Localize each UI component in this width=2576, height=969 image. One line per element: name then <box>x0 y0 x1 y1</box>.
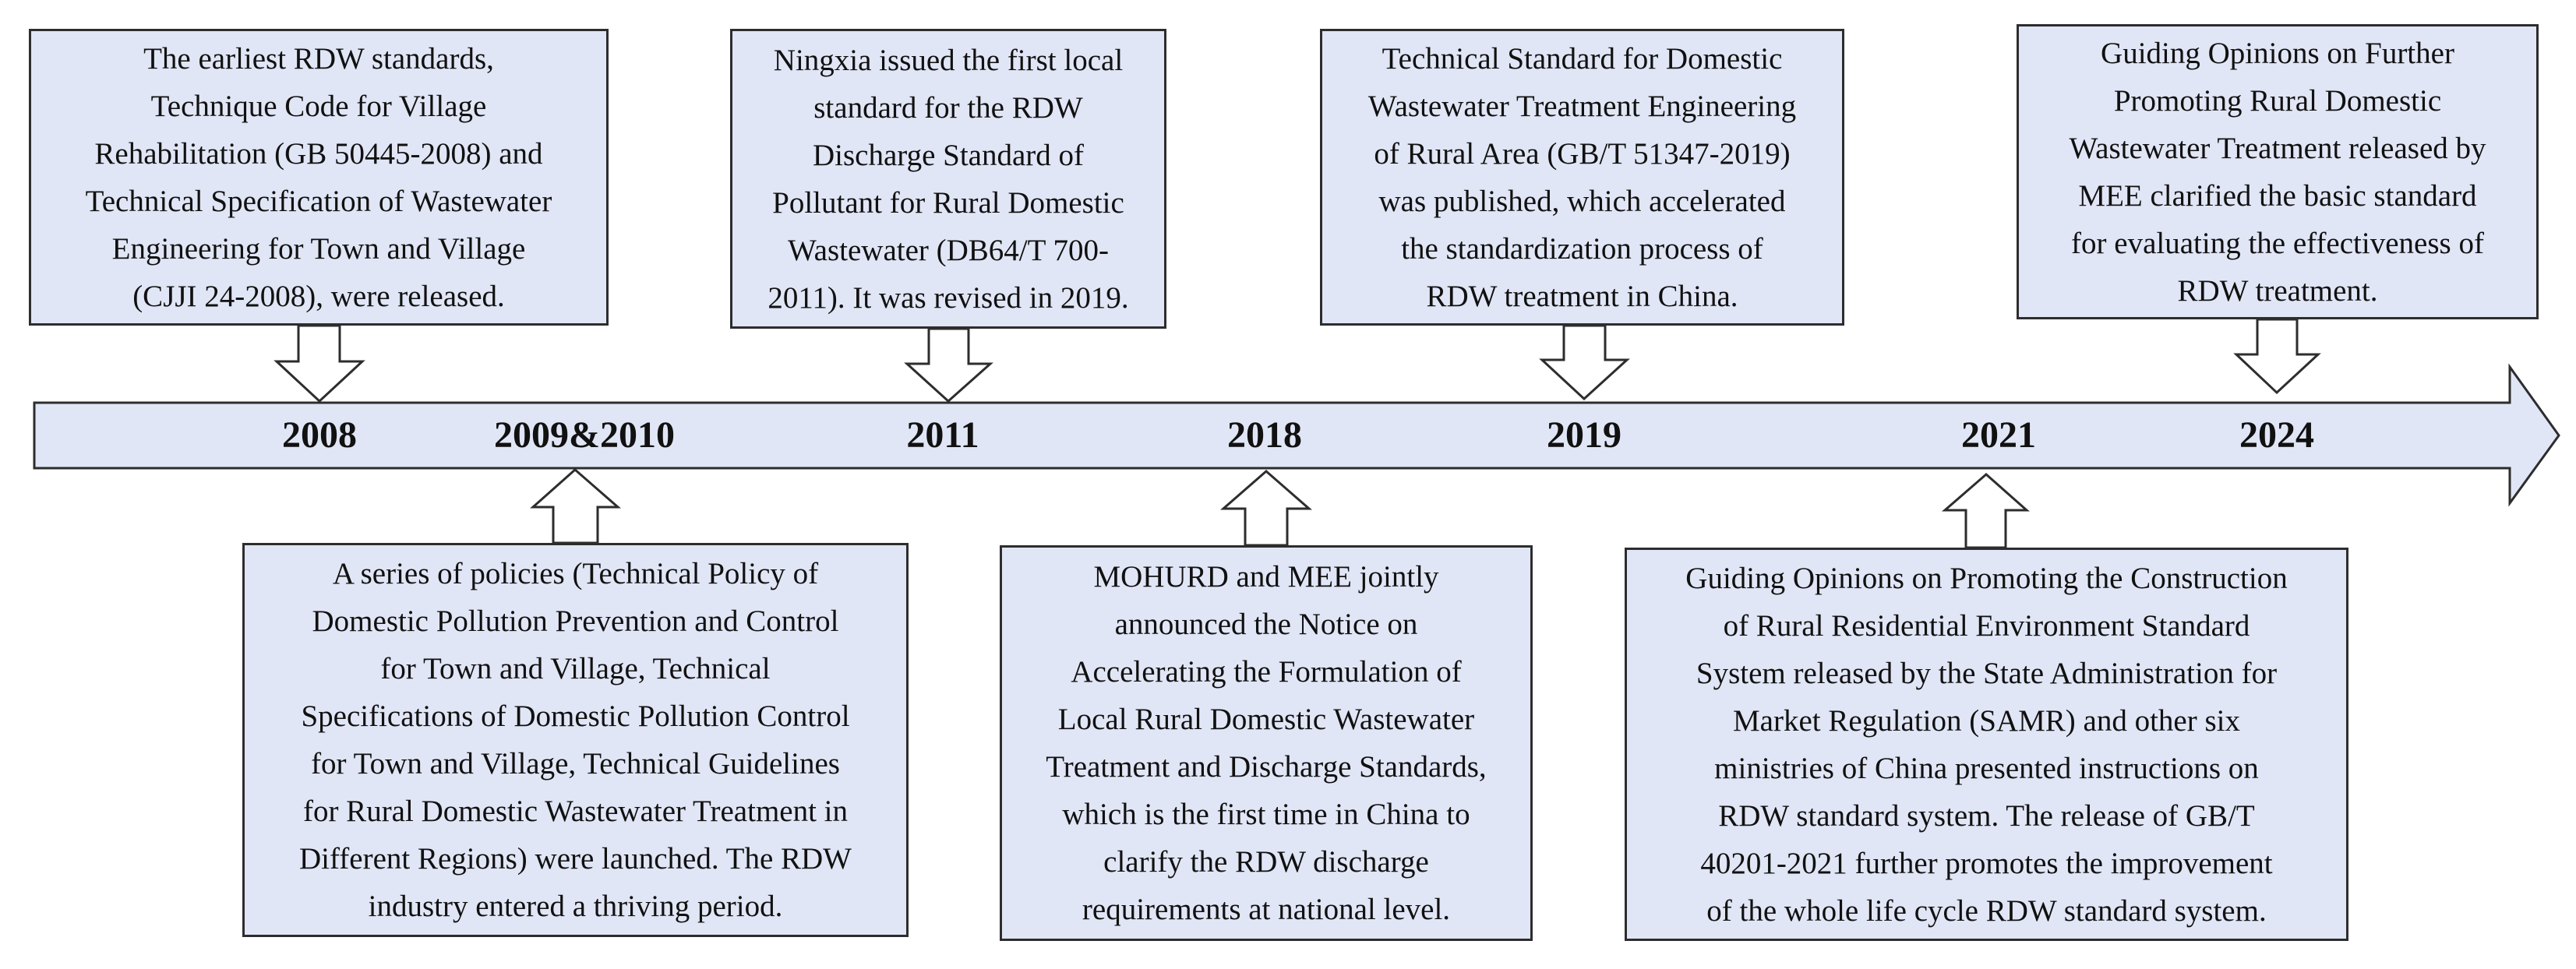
year-label-2021: 2021 <box>1961 414 2036 456</box>
year-label-2019: 2019 <box>1547 414 1621 456</box>
year-label-2009-2010: 2009&2010 <box>494 414 675 456</box>
event-box-2018 <box>1000 545 1533 941</box>
event-text-2009-2010: A series of policies (Technical Policy of Domestic Pollution Prevention and Control for Town and Village, Technical Specifications of Domestic Pollution Control for Town and Village, Technical Guidelines for Rural Domestic Wastewater Treatment in Different Regions) were launched. The RDW industry entered a thriving period. <box>299 557 852 923</box>
event-text-2024: Guiding Opinions on Further Promoting Rural Domestic Wastewater Treatment released by MEE clarified the basic standard for evaluating the effectiveness of RDW treatment. <box>2069 36 2486 308</box>
year-label-2018: 2018 <box>1227 414 1302 456</box>
year-label-2008: 2008 <box>282 414 357 456</box>
event-box-2019 <box>1320 29 1844 326</box>
event-text-2018: MOHURD and MEE jointly announced the Notice on Accelerating the Formulation of Local Rural Domestic Wastewater Treatment and Discharge Standards, which is the first time in China to clarify the RDW discharge requirements at national level. <box>1046 560 1487 926</box>
down-arrow-2019 <box>1542 326 1627 399</box>
event-box-2008 <box>29 29 609 326</box>
down-arrow-2024 <box>2236 319 2318 393</box>
event-text-2008: The earliest RDW standards, Technique Code for Village Rehabilitation (GB 50445-2008) and Technical Specification of Wastewater Engineering for Town and Village (CJJI 24-2008), were released. <box>85 41 552 313</box>
up-arrow-2021 <box>1945 474 2027 548</box>
up-arrow-2018 <box>1223 471 1309 545</box>
event-text-2021: Guiding Opinions on Promoting the Construction of Rural Residential Environment Standard System released by the State Administration for Market Regulation (SAMR) and other six ministries of China presented instructions on RDW standard system. The release of GB/T 40201-2021 further promotes the improvement of the whole life cycle RDW standard system. <box>1685 561 2288 928</box>
event-text-2011: Ningxia issued the first local standard for the RDW Discharge Standard of Pollutant for Rural Domestic Wastewater (DB64/T 700- 2011). It was revised in 2019. <box>768 43 1129 315</box>
year-label-2024: 2024 <box>2239 414 2314 456</box>
event-box-2024 <box>2017 24 2539 319</box>
event-box-2021 <box>1625 548 2348 941</box>
year-label-2011: 2011 <box>906 414 979 456</box>
event-text-2019: Technical Standard for Domestic Wastewater Treatment Engineering of Rural Area (GB/T 51347-2019) was published, which accelerated the standardization process of RDW treatment in China. <box>1367 41 1797 313</box>
down-arrow-2011 <box>907 329 990 401</box>
up-arrow-2009-2010 <box>533 470 618 543</box>
event-box-2009-2010 <box>242 543 909 937</box>
event-box-2011 <box>730 29 1166 329</box>
down-arrow-2008 <box>277 326 362 401</box>
